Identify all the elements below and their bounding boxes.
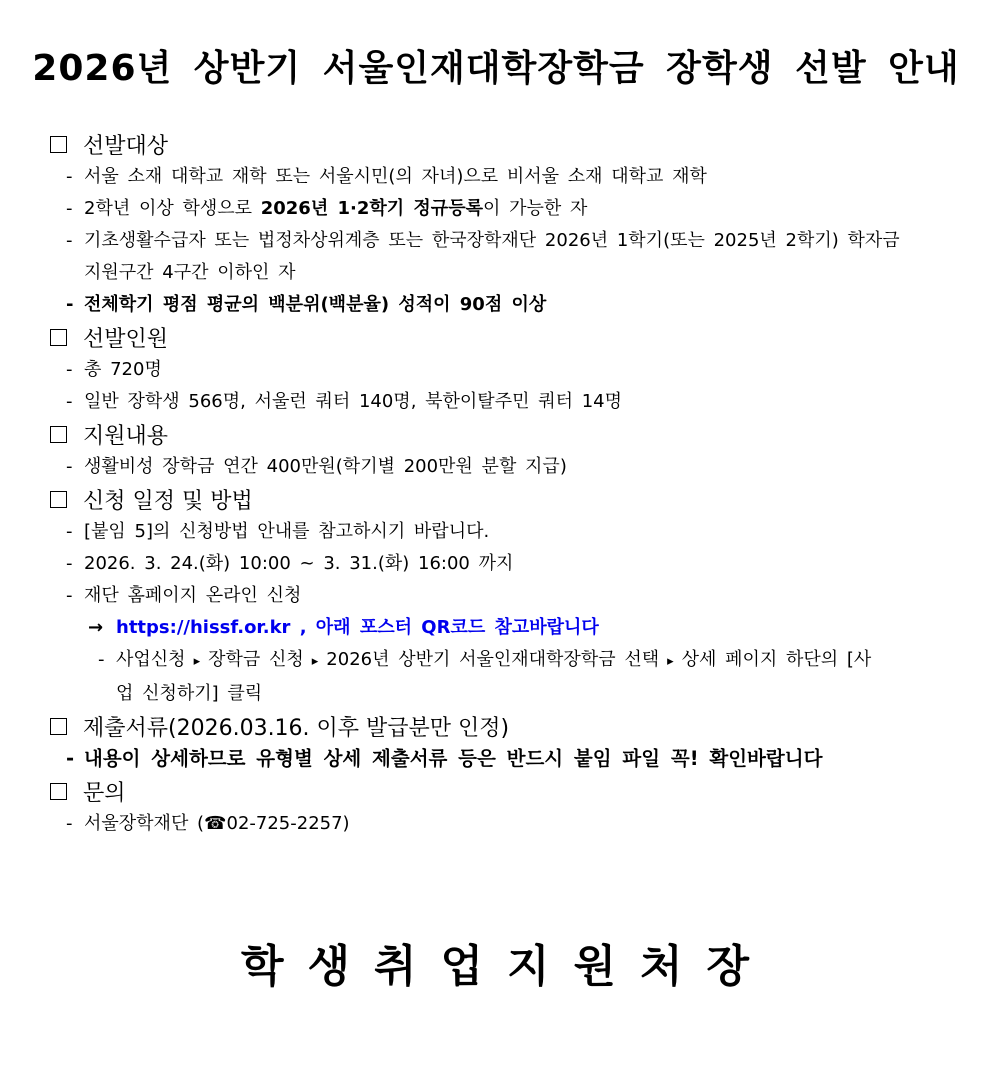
list-item: - 생활비성 장학금 연간 400만원(학기별 200만원 분할 지급) <box>66 456 567 477</box>
arrow-right-icon: → <box>88 617 104 638</box>
section-heading-documents: 제출서류(2026.03.16. 이후 발급분만 인정) <box>48 710 948 743</box>
list-item: - 재단 홈페이지 온라인 신청 <box>66 585 302 606</box>
triangle-right-icon: ▸ <box>311 654 319 669</box>
list-item: - 2026. 3. 24.(화) 10:00 ~ 3. 31.(화) 16:00 까지 <box>66 553 514 574</box>
link-line <box>48 612 948 644</box>
list-item: - 2학년 이상 학생으로 2026년 1·2학기 정규등록이 가능한 자 <box>66 198 588 219</box>
list-item: - 전체학기 평점 평균의 백분위(백분율) 성적이 90점 이상 <box>66 294 547 315</box>
list-item: - 서울 소재 대학교 재학 또는 서울시민(의 자녀)으로 비서울 소재 대학교 재학 <box>66 166 707 187</box>
signature-title: 학생취업지원처장 <box>240 941 774 992</box>
list-item: - 기초생활수급자 또는 법정차상위계층 또는 한국장학재단 2026년 1학기(또는 2025년 2학기) 학자금 <box>66 230 900 251</box>
list-item: - 일반 장학생 566명, 서울런 쿼터 140명, 북한이탈주민 쿼터 14명 <box>66 391 622 412</box>
section-heading-contact: 문의 <box>48 775 948 808</box>
section-heading-support: 지원내용 <box>48 418 948 451</box>
checkbox-square-icon <box>50 718 67 735</box>
section-heading-schedule: 신청 일정 및 방법 <box>48 483 948 516</box>
section-heading-target: 선발대상 <box>48 128 948 161</box>
list-item: - 내용이 상세하므로 유형별 상세 제출서류 등은 반드시 붙임 파일 꼭! 확인바랍니다 <box>66 747 823 770</box>
list-item-continuation: 지원구간 4구간 이하인 자 <box>84 262 296 283</box>
list-item: - 총 720명 <box>66 359 162 380</box>
page-title: 2026년 상반기 서울인재대학장학금 장학생 선발 안내 <box>32 48 960 89</box>
steps-line: - 사업신청 ▸ 장학금 신청 ▸ 2026년 상반기 서울인재대학장학금 선택 ▸ 상세 페이지 하단의 [사 <box>98 649 872 670</box>
list-item: - 서울장학재단 (☎02-725-2257) <box>66 813 350 834</box>
checkbox-square-icon <box>50 329 67 346</box>
checkbox-square-icon <box>50 426 67 443</box>
checkbox-square-icon <box>50 491 67 508</box>
triangle-right-icon: ▸ <box>667 654 674 669</box>
checkbox-square-icon <box>50 136 67 153</box>
notice-body <box>48 128 948 840</box>
list-item: - [붙임 5]의 신청방법 안내를 참고하시기 바랍니다. <box>66 521 490 542</box>
checkbox-square-icon <box>50 783 67 800</box>
steps-line-continuation: 업 신청하기] 클릭 <box>116 683 263 704</box>
homepage-link[interactable]: https://hissf.or.kr , 아래 포스터 QR코드 참고바랍니다 <box>116 617 599 638</box>
section-heading-quota: 선발인원 <box>48 321 948 354</box>
triangle-right-icon: ▸ <box>193 654 201 669</box>
